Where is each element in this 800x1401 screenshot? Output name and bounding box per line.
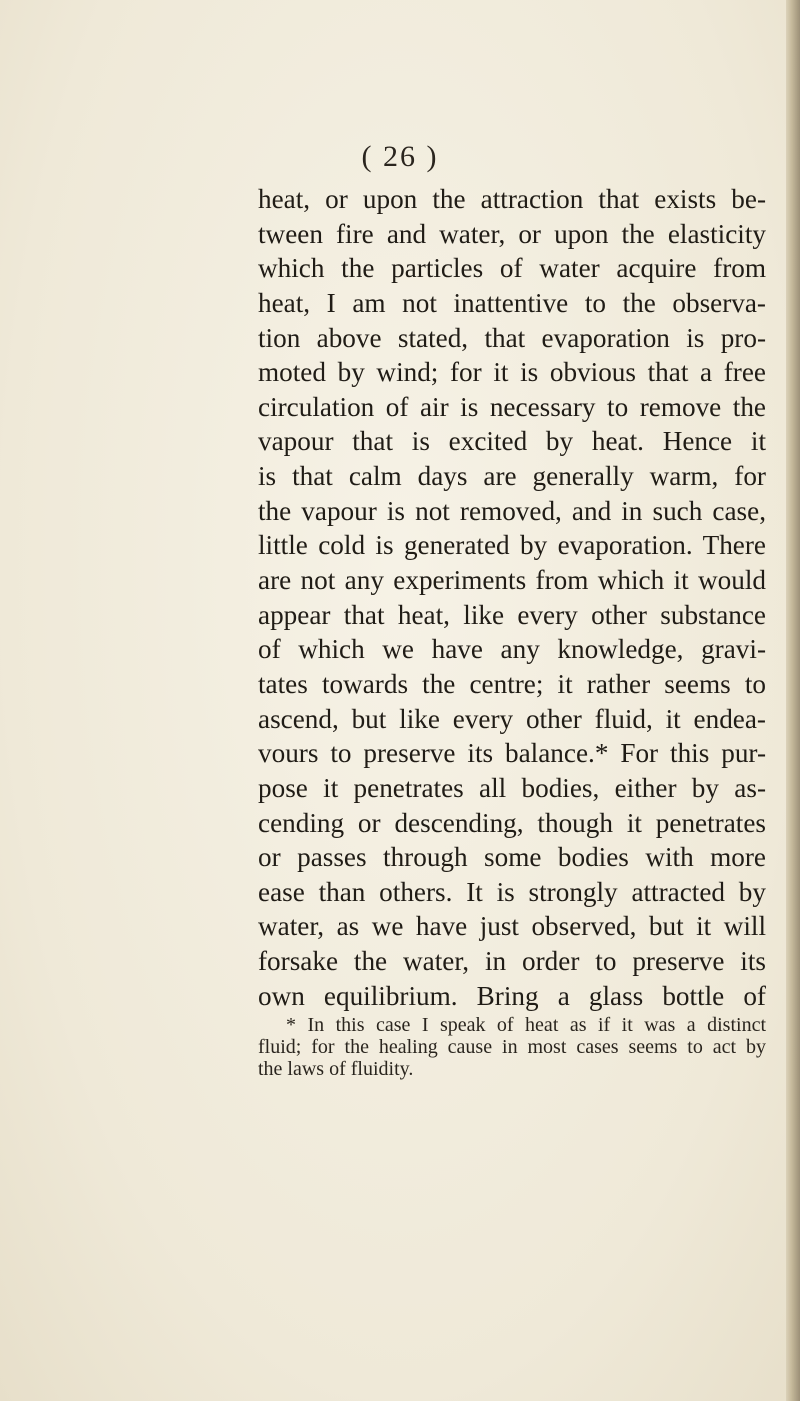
text-line: appear that heat, like every other substance	[258, 599, 766, 630]
footnote-line: fluid; for the healing cause in most cases seems to act by	[258, 1036, 766, 1058]
text-line: own equilibrium. Bring a glass bottle of	[258, 980, 766, 1011]
text-line: ascend, but like every other fluid, it endea-	[258, 703, 766, 734]
text-line: cending or descending, though it penetrates	[258, 807, 766, 838]
body-text	[258, 182, 766, 1013]
text-line: tween fire and water, or upon the elasticity	[258, 218, 766, 249]
text-line: of which we have any knowledge, gravi-	[258, 634, 766, 665]
text-line: are not any experiments from which it would	[258, 565, 766, 596]
text-line: tion above stated, that evaporation is pro-	[258, 322, 766, 353]
text-line: vapour that is excited by heat. Hence it	[258, 426, 766, 457]
text-line: moted by wind; for it is obvious that a free	[258, 357, 766, 388]
text-line: heat, or upon the attraction that exists be-	[258, 184, 766, 214]
page-number: ( 26 )	[361, 140, 439, 173]
text-line: the vapour is not removed, and in such case,	[258, 495, 766, 526]
footnote-line: the laws of fluidity.	[258, 1058, 414, 1080]
text-line: which the particles of water acquire from	[258, 253, 766, 284]
text-line: vours to preserve its balance.* For this pur-	[258, 738, 766, 769]
footnote	[258, 1014, 766, 1080]
page-edge-shadow	[786, 0, 800, 1401]
text-line: forsake the water, in order to preserve its	[258, 946, 766, 977]
text-line: or passes through some bodies with more	[258, 842, 766, 873]
text-line: tates towards the centre; it rather seems to	[258, 668, 766, 699]
text-line: little cold is generated by evaporation. There	[258, 530, 766, 561]
text-line: is that calm days are generally warm, for	[258, 461, 766, 492]
text-line: circulation of air is necessary to remove the	[258, 391, 766, 422]
text-line: ease than others. It is strongly attracted by	[258, 876, 766, 907]
text-line: water, as we have just observed, but it will	[258, 911, 766, 942]
text-line: pose it penetrates all bodies, either by as-	[258, 772, 766, 803]
footnote-line: * In this case I speak of heat as if it was a distinct	[286, 1014, 766, 1036]
text-line: heat, I am not inattentive to the observa-	[258, 287, 766, 318]
